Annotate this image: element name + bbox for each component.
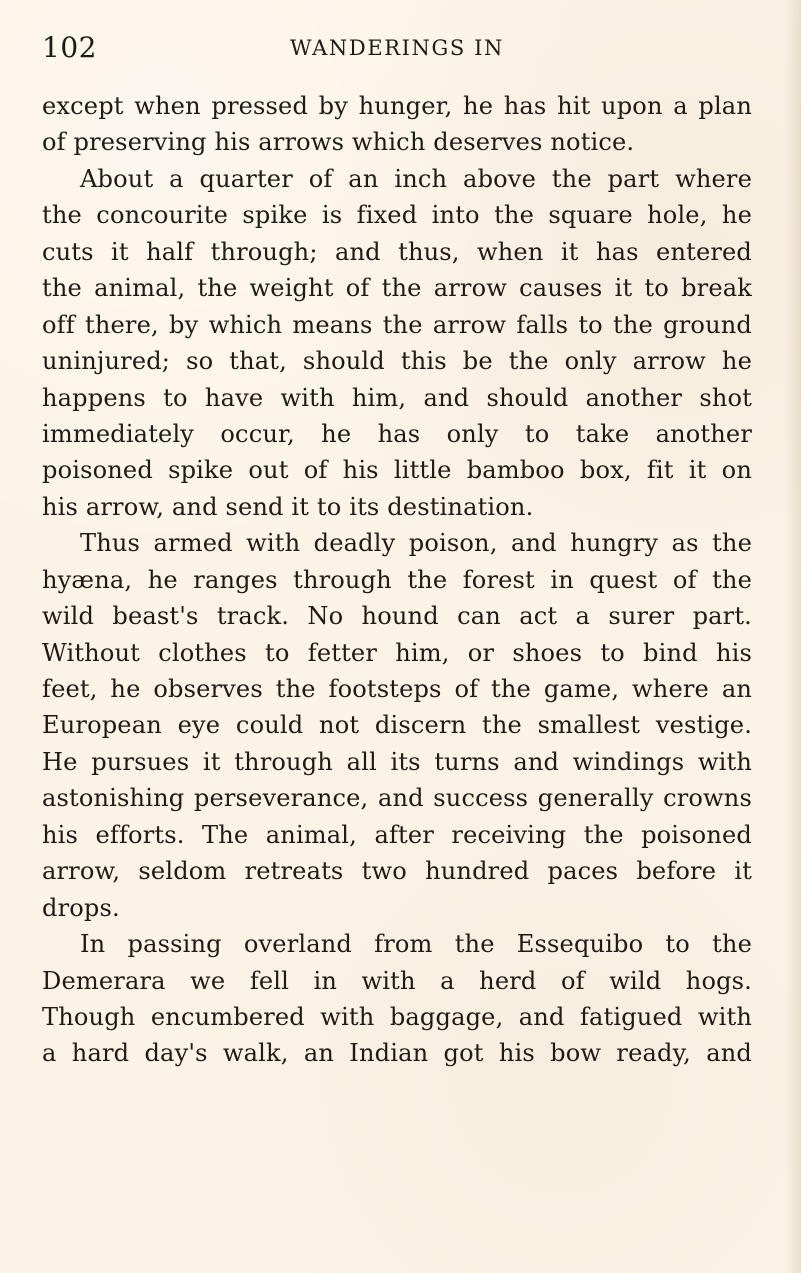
text-line: Though encumbered with baggage, and fatigued with [42, 1002, 752, 1031]
text-line: of preserving his arrows which deserves notice. [42, 128, 635, 157]
text-line: a hard day's walk, an Indian got his bow ready, and [42, 1039, 752, 1068]
text-line: hyæna, he ranges through the forest in quest of the [42, 565, 752, 594]
text-line: the concourite spike is fixed into the square hole, he [42, 201, 752, 230]
text-line: Demerara we fell in with a herd of wild hogs. [42, 966, 752, 995]
text-line: European eye could not discern the smallest vestige. [42, 711, 752, 740]
text-line: He pursues it through all its turns and windings with [42, 747, 752, 776]
page-header [42, 28, 742, 68]
text-line: off there, by which means the arrow falls to the ground [42, 310, 752, 339]
text-line: cuts it half through; and thus, when it has entered [42, 237, 752, 266]
text-line: Thus armed with deadly poison, and hungry as the [80, 529, 752, 558]
body-text [42, 88, 752, 1072]
text-line: astonishing perseverance, and success generally crowns [42, 784, 752, 813]
text-line: the animal, the weight of the arrow causes it to break [42, 274, 752, 303]
text-line: happens to have with him, and should another shot [42, 383, 752, 412]
text-line: uninjured; so that, should this be the only arrow he [42, 347, 752, 376]
text-line: feet, he observes the footsteps of the game, where an [42, 675, 752, 703]
text-line: In passing overland from the Essequibo to the [80, 930, 752, 959]
page-number: 102 [42, 31, 97, 64]
text-line: About a quarter of an inch above the part where [80, 164, 752, 193]
text-line: immediately occur, he has only to take another [42, 419, 752, 448]
page-edge-shadow [785, 0, 801, 1273]
text-line: except when pressed by hunger, he has hit upon a plan [42, 92, 752, 120]
text-line: arrow, seldom retreats two hundred paces before it [42, 857, 752, 886]
text-line: Without clothes to fetter him, or shoes to bind his [42, 638, 752, 667]
text-line: wild beast's track. No hound can act a surer part. [42, 602, 752, 631]
text-line: poisoned spike out of his little bamboo box, fit it on [42, 456, 752, 485]
text-line: drops. [42, 893, 120, 922]
text-line: his efforts. The animal, after receiving the poisoned [42, 820, 752, 849]
running-head: WANDERINGS IN [290, 36, 505, 60]
text-line: his arrow, and send it to its destination. [42, 492, 534, 521]
